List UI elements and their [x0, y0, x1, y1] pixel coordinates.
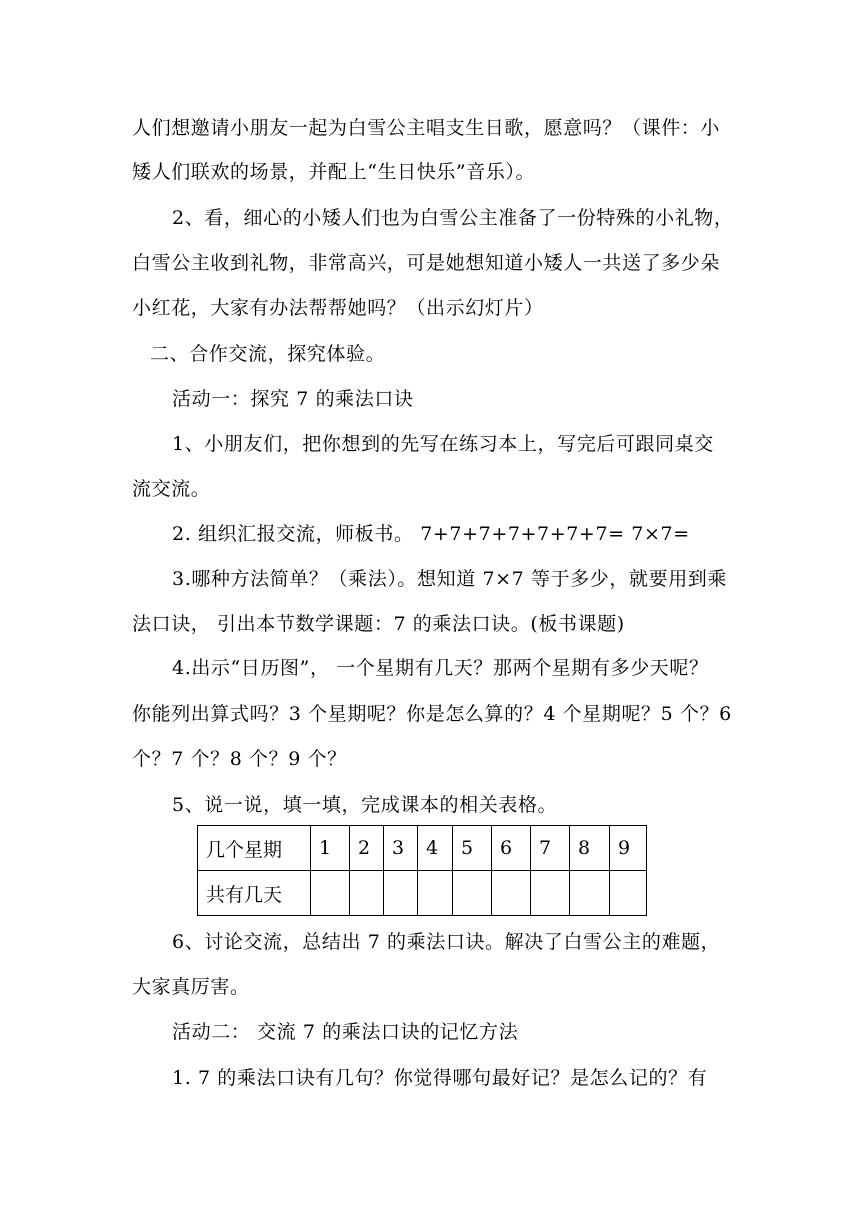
- table-row-days: [198, 871, 647, 916]
- day-cell: [311, 871, 350, 916]
- paragraph-line: 你能列出算式吗？3 个星期呢？你是怎么算的？4 个星期呢？5 个？6: [132, 703, 732, 725]
- paragraph-line: 个？7 个？8 个？9 个？: [132, 748, 347, 770]
- activity-heading: 活动二： 交流 7 的乘法口诀的记忆方法: [172, 1021, 519, 1043]
- row-header-weeks: 几个星期: [198, 826, 311, 871]
- week-cell: 5: [453, 826, 492, 871]
- day-cell: [350, 871, 384, 916]
- week-cell: 2: [350, 826, 384, 871]
- day-cell: [570, 871, 610, 916]
- paragraph-line: 6、讨论交流，总结出 7 的乘法口诀。解决了白雪公主的难题，: [172, 931, 721, 953]
- paragraph-line: 矮人们联欢的场景，并配上“生日快乐”音乐）。: [132, 161, 536, 183]
- paragraph-line: 人们想邀请小朋友一起为白雪公主唱支生日歌，愿意吗？（课件：小: [132, 117, 721, 139]
- paragraph-line: 1. 7 的乘法口诀有几句？你觉得哪句最好记？是怎么记的？有: [172, 1067, 708, 1089]
- paragraph-line: 法口诀， 引出本节数学课题：7 的乘法口诀。(板书课题): [132, 613, 625, 635]
- paragraph-line: 2、看，细心的小矮人们也为白雪公主准备了一份特殊的小礼物，: [172, 207, 734, 229]
- week-cell: 6: [492, 826, 531, 871]
- weeks-days-table: [197, 825, 647, 916]
- paragraph-line: 3.哪种方法简单？（乘法）。想知道 7×7 等于多少，就要用到乘: [172, 568, 728, 590]
- paragraph-line: 大家真厉害。: [132, 976, 250, 998]
- day-cell: [418, 871, 453, 916]
- row-header-days: 共有几天: [198, 871, 311, 916]
- paragraph-line: 1、小朋友们，把你想到的先写在练习本上，写完后可跟同桌交: [172, 433, 714, 455]
- paragraph-line: 2. 组织汇报交流，师板书。 7+7+7+7+7+7+7= 7×7=: [172, 523, 690, 545]
- activity-heading: 活动一：探究 7 的乘法口诀: [172, 388, 414, 410]
- week-cell: 8: [570, 826, 610, 871]
- paragraph-line: 白雪公主收到礼物，非常高兴，可是她想知道小矮人一共送了多少朵: [132, 252, 721, 274]
- paragraph-line: 流交流。: [132, 478, 211, 500]
- day-cell: [492, 871, 531, 916]
- week-cell: 9: [610, 826, 647, 871]
- week-cell: 3: [384, 826, 418, 871]
- day-cell: [384, 871, 418, 916]
- week-cell: 7: [531, 826, 570, 871]
- week-cell: 1: [311, 826, 350, 871]
- section-heading: 二、合作交流，探究体验。: [150, 343, 386, 365]
- week-cell: 4: [418, 826, 453, 871]
- table-row-weeks: [198, 826, 647, 871]
- day-cell: [610, 871, 647, 916]
- day-cell: [453, 871, 492, 916]
- paragraph-line: 5、说一说，填一填，完成课本的相关表格。: [172, 794, 558, 816]
- paragraph-line: 4.出示“日历图”， 一个星期有几天？那两个星期有多少天呢？: [172, 657, 709, 679]
- day-cell: [531, 871, 570, 916]
- paragraph-line: 小红花，大家有办法帮帮她吗？（出示幻灯片）: [132, 297, 544, 319]
